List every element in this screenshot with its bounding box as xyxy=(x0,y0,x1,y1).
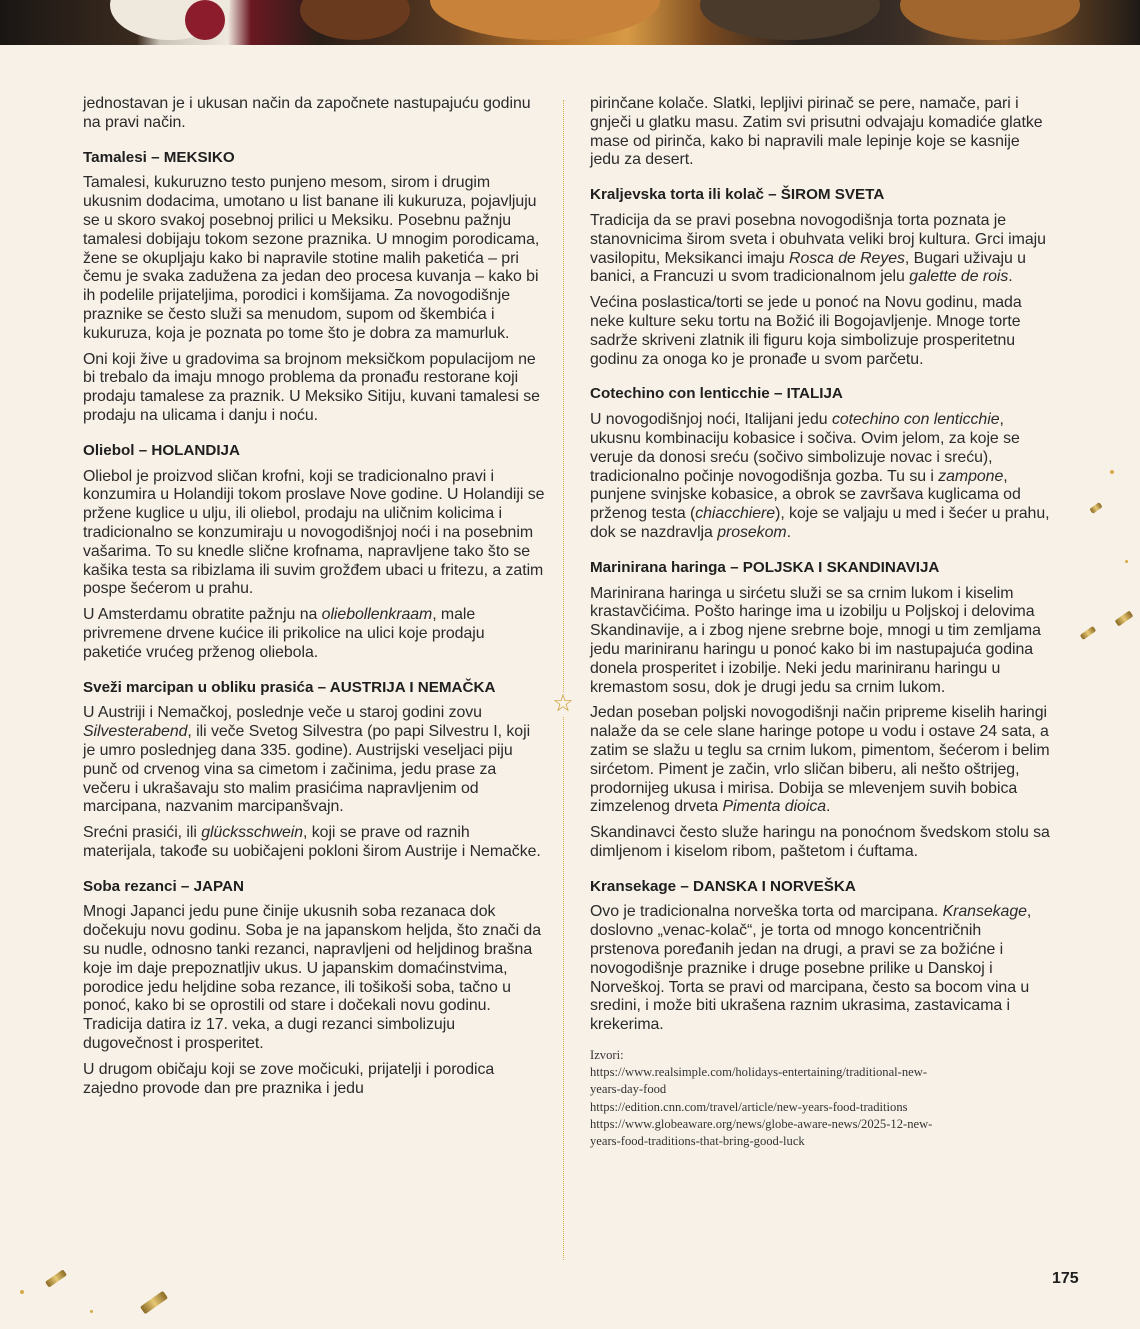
star-outline-icon: ☆ xyxy=(552,690,574,717)
body-paragraph: Većina poslastica/torti se jede u ponoć na Novu godinu, mada neke kulture seku tortu na Božić ili Bogojavljenje. Mnoge torte sadrže skriveni zlatnik ili figuru koja simbolizuje prosperitetnu godinu za onoga ko je pronađe u svom parčetu. xyxy=(590,294,1022,368)
sparkle-decoration xyxy=(90,1310,93,1313)
ribbon-decoration xyxy=(1089,502,1102,514)
section-heading: Soba rezanci – JAPAN xyxy=(83,877,244,895)
header-food-photo xyxy=(0,0,1140,45)
body-paragraph: pirinčane kolače. Slatki, lepljivi pirinač se pere, namače, pari i gnječi u glatku masu. Zatim svi prisutni odvajaju komadiće glatke mase od pirinča, kako bi napravili male lepinje koje se kasnije jedu za desert. xyxy=(590,95,1043,169)
body-paragraph: U Austriji i Nemačkoj, poslednje veče u staroj godini zovu Silvesterabend, ili veče Svetog Silvestra (po papi Silvestru I, koji je umro poslednjeg dana 335. godine). Austrijski veseljaci piju punč od crvenog vina sa cimetom i začinima, jedu prase za večeru i ukrašavaju sto malim prasićima napravljenim od marcipana, nazvanim marcipanšvajn. xyxy=(83,704,531,816)
sources-list xyxy=(590,1047,1052,1150)
sparkle-decoration xyxy=(1125,560,1128,563)
source-link[interactable]: years-day-food xyxy=(590,1082,667,1097)
column-divider xyxy=(563,100,564,1260)
body-paragraph: Srećni prasići, ili glücksschwein, koji se prave od raznih materijala, takođe su uobičajeni pokloni širom Austrije i Nemačke. xyxy=(83,824,541,860)
section-heading: Sveži marcipan u obliku prasića – AUSTRIJA I NEMAČKA xyxy=(83,678,496,696)
section-heading: Oliebol – HOLANDIJA xyxy=(83,441,240,459)
source-link[interactable]: https://www.globeaware.org/news/globe-aware-news/2025-12-new- xyxy=(590,1116,933,1131)
body-paragraph: Skandinavci često služe haringu na ponoćnom švedskom stolu sa dimljenom i kiselom ribom, paštetom i ćuftama. xyxy=(590,824,1050,860)
source-link[interactable]: years-food-traditions-that-bring-good-luck xyxy=(590,1134,805,1149)
body-paragraph: U novogodišnjoj noći, Italijani jedu cotechino con lenticchie, ukusnu kombinaciju kobasice i sočiva. Ovim jelom, za koje se veruje da donosi sreću (sočivo simbolizuje novac i sreću), tradicionalno počinje novogodišnja gozba. Tu su i zampone, punjene svinjske kobasice, a obrok se završava kuglicama od prženog testa (chiacchiere), koje se valjaju u med i šećer u prahu, dok se nazdravlja prosekom. xyxy=(590,411,1050,541)
body-paragraph: Jedan poseban poljski novogodišnji način pripreme kiselih haringi nalaže da se cele slane haringe potope u vodu i ostave 24 sata, a zatim se slažu u teglu sa crnim lukom, pimentom, šećerom i belim sirćetom. Piment je začin, vrlo sličan biberu, ali nešto oštrijeg, prodornijeg ukusa i mirisa. Dobija se mlevenjem suvih bobica zimzelenog drveta Pimenta dioica. xyxy=(590,704,1050,816)
ribbon-decoration xyxy=(1080,626,1097,640)
section-heading: Kransekage – DANSKA I NORVEŠKA xyxy=(590,877,856,895)
section-heading: Kraljevska torta ili kolač – ŠIROM SVETA xyxy=(590,186,885,204)
body-paragraph: Tradicija da se pravi posebna novogodišnja torta poznata je stanovnicima širom sveta i obuhvata veliki broj kultura. Grci imaju vasilopitu, Meksikanci imaju Rosca de Reyes, Bugari uživaju u banici, a Francuzi u svom tradicionalnom jelu galette de rois. xyxy=(590,211,1046,286)
sparkle-decoration xyxy=(1110,470,1114,474)
ribbon-decoration xyxy=(140,1291,168,1314)
body-paragraph: Ovo je tradicionalna norveška torta od marcipana. Kransekage, doslovno „venac-kolač“, je torta od mnogo koncentričnih prstenova poređanih jedan na drugi, a pravi se za božićne i novogodišnje praznike i druge posebne prilike u Danskoj i Norveškoj. Torta se pravi od marcipana, često sa bocom vina u sredini, i može biti ukrašena raznim ukrasima, zastavicama i krekerima. xyxy=(590,903,1032,1034)
source-link[interactable]: https://edition.cnn.com/travel/article/new-years-food-traditions xyxy=(590,1099,908,1114)
section-heading: Tamalesi – MEKSIKO xyxy=(83,148,235,166)
section-heading: Marinirana haringa – POLJSKA I SKANDINAVIJA xyxy=(590,558,940,576)
body-paragraph: Oni koji žive u gradovima sa brojnom meksičkom populacijom ne bi trebalo da imaju mnogo problema da pronađu restorane koji prodaju tamalese za praznik. U Meksiko Sitiju, kuvani tamalesi se prodaju na ulicama i danju i noću. xyxy=(83,350,540,424)
right-text-column xyxy=(590,95,1052,1150)
body-paragraph: Mnogi Japanci jedu pune činije ukusnih soba rezanaca dok dočekuju novu godinu. Soba je na japanskom heljda, što znači da su nudle, odnosno tanki rezanci, napravljeni od heljdinog brašna koje im daje prepoznatljiv ukus. U japanskim domaćinstvima, porodice jedu heljdine soba rezance, ili tošikoši soba, tačno u ponoć, kako bi se oprostili od stare i dočekali novu godinu. Tradicija datira iz 17. veka, a dugi rezanci simbolizuju dugovečnost i prosperitet. xyxy=(83,903,541,1053)
ribbon-decoration xyxy=(1115,610,1134,626)
body-paragraph: Oliebol je proizvod sličan krofni, koji se tradicionalno pravi i konzumira u Holandiji tokom proslave Nove godine. U Holandiji se pržene kuglice u ulju, ili oliebol, prodaju na uličnim kolicima i tradicionalno se konzumiraju u novogodišnjoj noći i na posebnim vašarima. To su knedle slične krofnama, napravljene tako što se kašika testa sa ribizlama ili suvim grožđem ubaci u fritezu, a zatim pospe šećerom u prahu. xyxy=(83,467,545,598)
ribbon-decoration xyxy=(45,1269,67,1287)
body-paragraph: U drugom običaju koji se zove močicuki, prijatelji i porodica zajedno provode dan pre praznika i jedu xyxy=(83,1060,495,1097)
sources-label: Izvori: xyxy=(590,1048,624,1063)
section-heading: Cotechino con lenticchie – ITALIJA xyxy=(590,385,843,403)
body-paragraph: jednostavan je i ukusan način da započnete nastupajuću godinu na pravi način. xyxy=(83,95,531,131)
body-paragraph: Tamalesi, kukuruzno testo punjeno mesom, sirom i drugim ukusnim dodacima, umotano u list banane ili kukuruza, pojavljuju se u skoro svakoj posebnoj prilici u Meksiku. Posebnu pažnju tamalesi dobijaju tokom sezone praznika. U mnogim porodicama, žene se okupljaju kako bi napravile stotine malih paketića – pri čemu je svaka zadužena za jedan deo procesa kuvanja – kako bi ih podelile prijateljima, porodici i komšijama. Za novogodišnje praznike se često služi sa menudom, supom od škembića i kukuruza, koja je poznata po tome što je dobra za mamurluk. xyxy=(83,174,540,342)
body-paragraph: U Amsterdamu obratite pažnju na oliebollenkraam, male privremene drvene kućice ili prikolice na ulici koje prodaju paketiće vrućeg prženog oliebola. xyxy=(83,606,485,661)
page-number: 175 xyxy=(1052,1270,1079,1287)
left-text-column xyxy=(83,95,545,1105)
sparkle-decoration xyxy=(20,1290,24,1294)
source-link[interactable]: https://www.realsimple.com/holidays-entertaining/traditional-new- xyxy=(590,1065,928,1080)
body-paragraph: Marinirana haringa u sirćetu služi se sa crnim lukom i kiselim krastavčićima. Pošto haringe ima u izobilju u Poljskoj i delovima Skandinavije, a i zbog njene srebrne boje, mnogi u tim zemljama jedu mariniranu haringu u ponoć kako bi im nastupajuća godina donela prosperitet i izobilje. Neki jedu mariniranu haringu u kremastom sosu, dok je drugi jedu sa crnim lukom. xyxy=(590,584,1041,696)
